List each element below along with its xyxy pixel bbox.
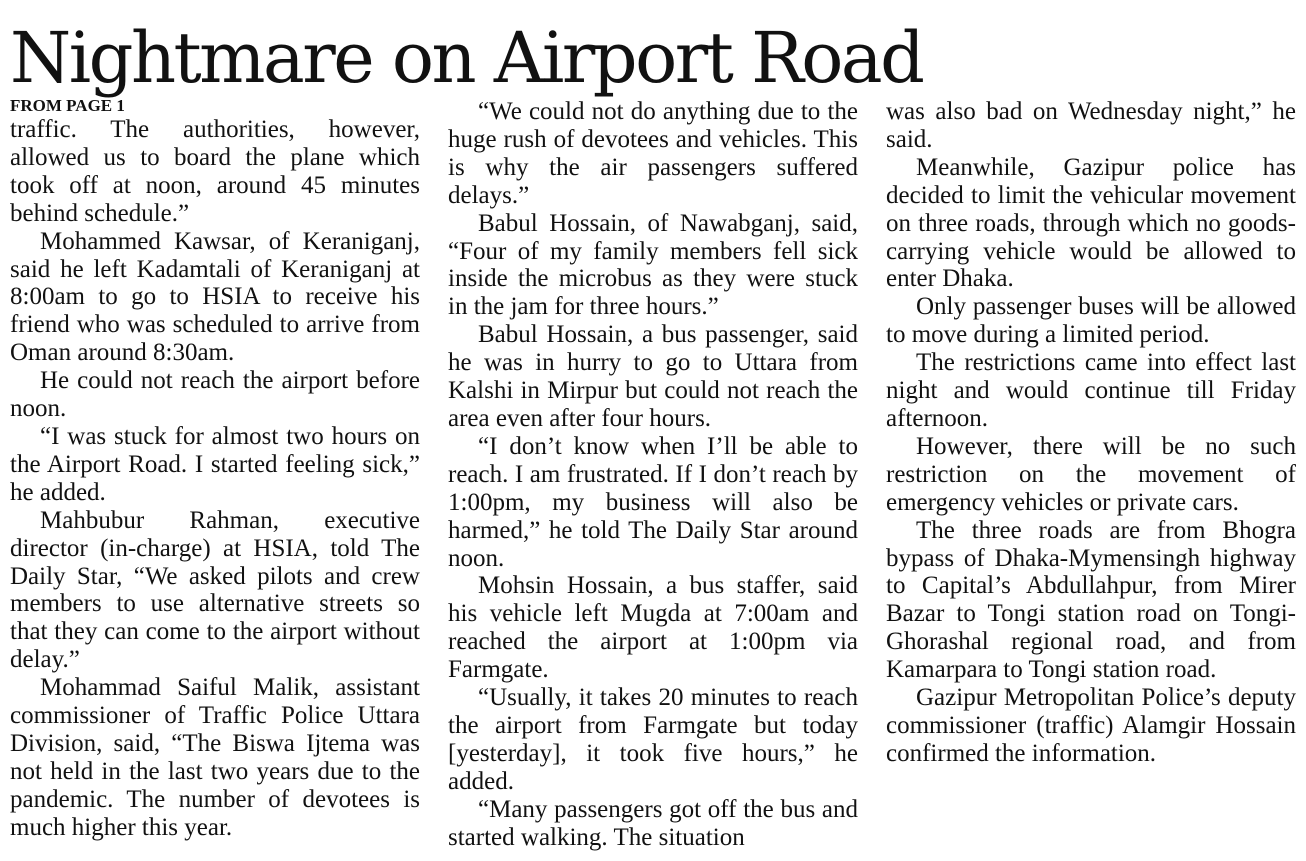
article-paragraph: He could not reach the airport before noon. xyxy=(10,367,420,423)
article-paragraph: traffic. The authorities, however, allowed us to board the plane which took off at noon, around 45 minutes behind schedule.” xyxy=(10,116,420,227)
headline: Nightmare on Airport Road xyxy=(10,17,923,99)
article-paragraph: Mohsin Hossain, a bus staffer, said his vehicle left Mugda at 7:00am and reached the airport at 1:00pm via Farmgate. xyxy=(448,572,858,684)
article-paragraph: Meanwhile, Gazipur police has decided to limit the vehicular movement on three roads, through which no goods-carrying vehicle would be allowed to enter Dhaka. xyxy=(886,153,1296,293)
article-paragraph: “I don’t know when I’ll be able to reach. I am frustrated. If I don’t reach by 1:00pm, my business will also be harmed,” he told The Daily Star around noon. xyxy=(448,432,858,572)
article-paragraph: Gazipur Metropolitan Police’s deputy commissioner (traffic) Alamgir Hossain confirmed the information. xyxy=(886,684,1296,767)
article-paragraph: The three roads are from Bhogra bypass of Dhaka-Mymensingh highway to Capital’s Abdullahpur, from Mirer Bazar to Tongi station road on Tongi-Ghorashal regional road, and from Kamarpara to Tongi station road. xyxy=(886,516,1296,684)
article-paragraph: “I was stuck for almost two hours on the Airport Road. I started feeling sick,” he added. xyxy=(10,422,420,506)
article-paragraph: However, there will be no such restriction on the movement of emergency vehicles or private cars. xyxy=(886,432,1296,516)
article-column-3 xyxy=(886,96,1296,856)
article-paragraph: Mohammed Kawsar, of Keraniganj, said he left Kadamtali of Keraniganj at 8:00am to go to HSIA to receive his friend who was scheduled to arrive from Oman around 8:30am. xyxy=(10,227,420,367)
article-paragraph: Babul Hossain, a bus passenger, said he was in hurry to go to Uttara from Kalshi in Mirpur but could not reach the area even after four hours. xyxy=(448,321,858,432)
article-paragraph: Mohammad Saiful Malik, assistant commissioner of Traffic Police Uttara Division, said, “The Biswa Ijtema was not held in the last two years due to the pandemic. The number of devotees is much higher this year. xyxy=(10,674,420,841)
continuation-label: FROM PAGE 1 xyxy=(10,96,125,115)
article-paragraph: Babul Hossain, of Nawabganj, said, “Four of my family members fell sick inside the microbus as they were stuck in the jam for three hours.” xyxy=(448,209,858,321)
article-paragraph: was also bad on Wednesday night,” he said. xyxy=(886,98,1296,153)
article-paragraph: “We could not do anything due to the huge rush of devotees and vehicles. This is why the air passengers suffered delays.” xyxy=(448,98,858,209)
article-paragraph: “Usually, it takes 20 minutes to reach the airport from Farmgate but today [yesterday], it took five hours,” he added. xyxy=(448,684,858,795)
article-paragraph: Mahbubur Rahman, executive director (in-charge) at HSIA, told The Daily Star, “We asked pilots and crew members to use alternative streets so that they can come to the airport without delay.” xyxy=(10,506,420,674)
article-paragraph: Only passenger buses will be allowed to move during a limited period. xyxy=(886,293,1296,349)
article-column-1 xyxy=(10,96,420,856)
article-paragraph: “Many passengers got off the bus and started walking. The situation xyxy=(448,795,858,851)
article-paragraph: The restrictions came into effect last night and would continue till Friday afternoon. xyxy=(886,349,1296,432)
article-column-2 xyxy=(448,96,858,856)
